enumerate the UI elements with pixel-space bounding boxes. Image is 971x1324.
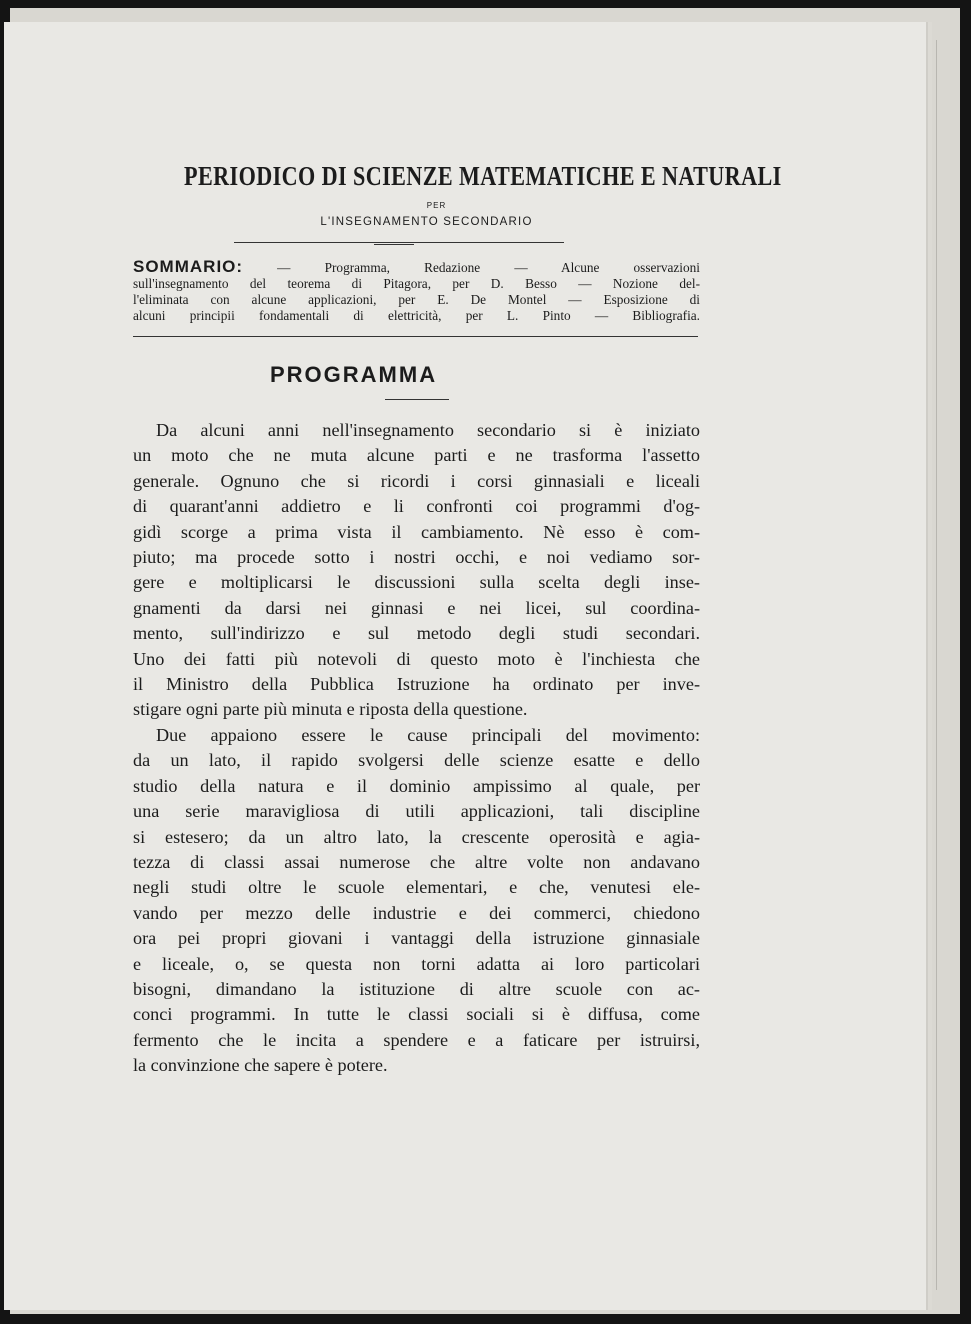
summary-block (133, 259, 700, 324)
body-line: ora pei propri giovani i vantaggi della istruzione ginnasiale (133, 928, 700, 949)
page-fold-line (936, 40, 937, 1290)
body-line: gidì scorge a prima vista il cambiamento. Nè esso è com- (133, 521, 700, 542)
body-line: gnamenti da darsi nei ginnasi e nei licei, sul coordina- (133, 597, 700, 618)
journal-title: PERIODICO DI SCIENZE MATEMATICHE E NATURALI (184, 161, 782, 191)
summary-line: sull'insegnamento del teorema di Pitagora, per D. Besso — Nozione del- (133, 276, 700, 291)
header-rule (234, 242, 564, 243)
body-line: si estesero; da un altro lato, la crescente operosità e agia- (133, 826, 700, 847)
body-line: Uno dei fatti più notevoli di questo moto è l'inchiesta che (133, 648, 700, 669)
heading-rule (385, 399, 449, 400)
body-line: conci programmi. In tutte le classi sociali si è diffusa, come (133, 1004, 700, 1025)
body-line: Da alcuni anni nell'insegnamento secondario si è iniziato (156, 420, 700, 440)
body-line: da un lato, il rapido svolgersi delle scienze esatte e dello (133, 750, 700, 771)
body-line: Due appaiono essere le cause principali del movimento: (156, 724, 700, 745)
body-line: fermento che le incita a spendere e a faticare per istruirsi, (133, 1029, 700, 1050)
body-line: il Ministro della Pubblica Istruzione ha ordinato per inve- (133, 674, 700, 695)
body-line: stigare ogni parte più minuta e riposta della questione. (133, 699, 528, 720)
summary-text: — Programma, Redazione — Alcune osservazioni (243, 260, 700, 275)
summary-rule (133, 336, 698, 337)
body-line: un moto che ne muta alcune parti e ne trasforma l'assetto (133, 445, 700, 466)
section-heading: PROGRAMMA (270, 362, 438, 387)
body-line: vando per mezzo delle industrie e dei commerci, chiedono (133, 902, 700, 923)
page-content (133, 160, 782, 1079)
summary-line: alcuni principii fondamentali di elettricità, per L. Pinto — Bibliografia. (133, 308, 700, 323)
body-paragraphs (133, 418, 700, 1079)
body-line: piuto; ma procede sotto i nostri occhi, e noi vediamo sor- (133, 547, 700, 568)
body-line: studio della natura e il dominio ampissimo al quale, per (133, 775, 700, 796)
body-line: la convinzione che sapere è potere. (133, 1055, 388, 1076)
summary-line: l'eliminata con alcune applicazioni, per E. De Montel — Esposizione di (133, 292, 700, 307)
body-line: negli studi oltre le scuole elementari, e che, venutesi ele- (133, 877, 700, 898)
body-line: generale. Ognuno che si ricordi i corsi ginnasiali e liceali (133, 470, 700, 491)
body-line: di quarant'anni addietro e li confronti coi programmi d'og- (133, 496, 700, 517)
journal-per: PER (426, 201, 447, 210)
summary-label: SOMMARIO: (133, 257, 244, 276)
body-line: bisogni, dimandano la istituzione di altre scuole con ac- (133, 978, 700, 999)
body-line: mento, sull'indirizzo e sul metodo degli studi secondari. (133, 623, 700, 644)
body-line: e liceale, o, se questa non torni adatta ai loro particolari (133, 953, 700, 974)
summary-line (133, 259, 700, 276)
body-line: tezza di classi assai numerose che altre volte non andavano (133, 851, 700, 872)
body-line: gere e moltiplicarsi le discussioni sulla scelta degli inse- (133, 572, 700, 593)
body-line: una serie maravigliosa di utili applicazioni, tali discipline (133, 801, 700, 822)
journal-subtitle: L'INSEGNAMENTO SECONDARIO (320, 216, 533, 228)
